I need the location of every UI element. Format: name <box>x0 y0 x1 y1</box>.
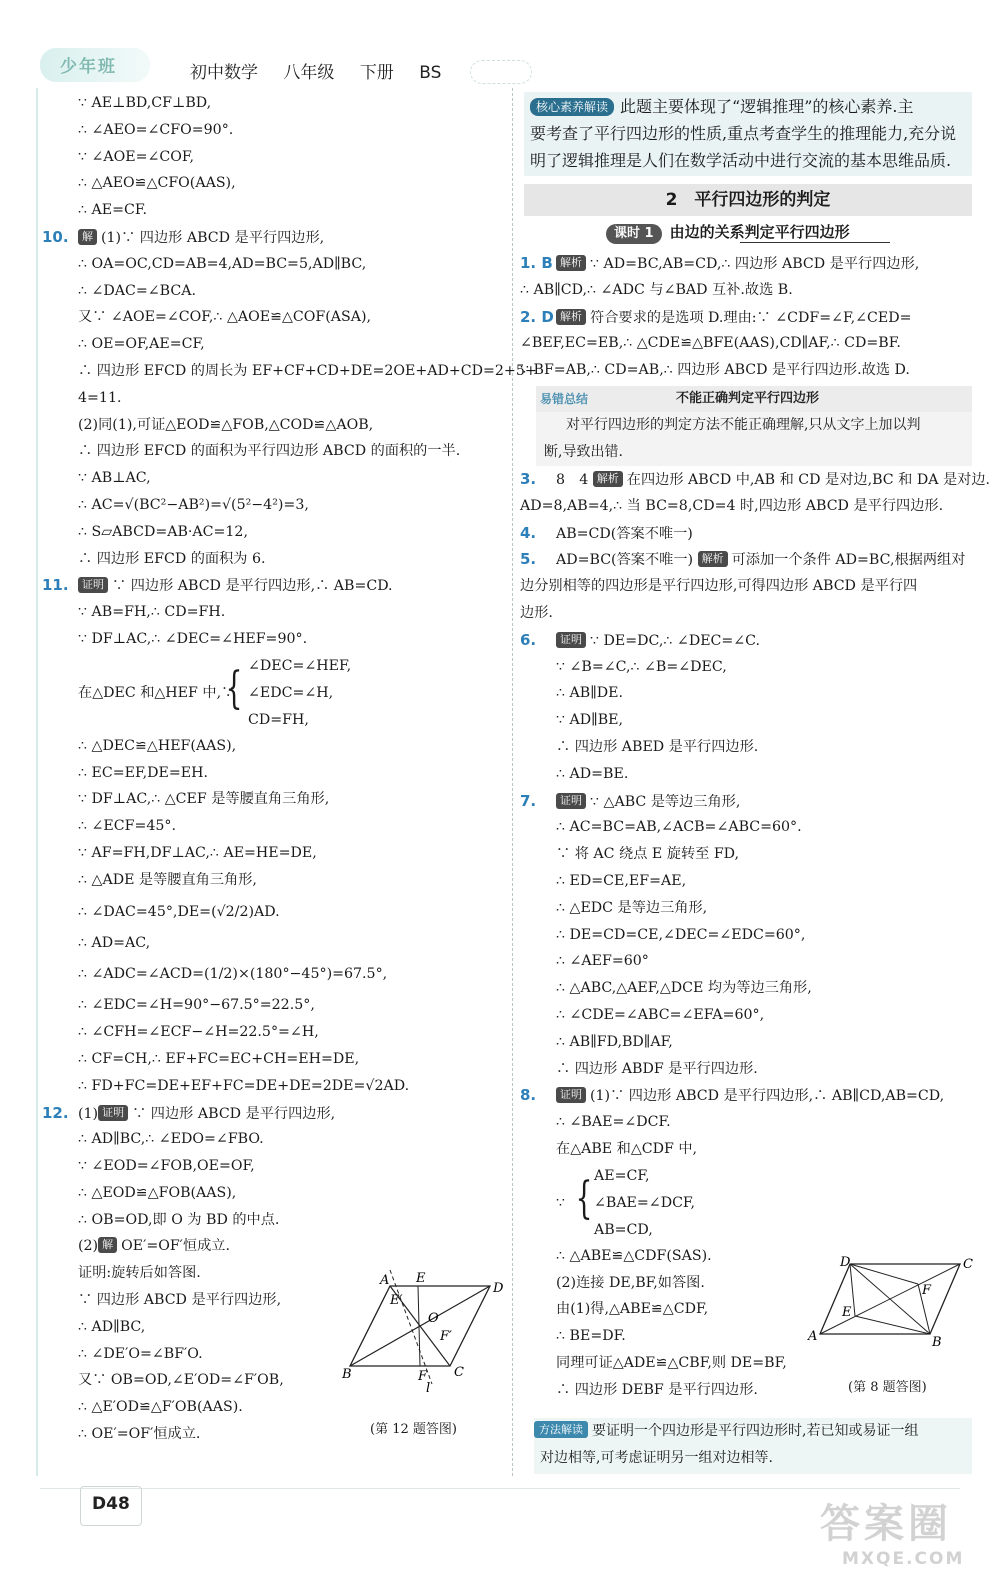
core-literacy-box <box>524 92 972 176</box>
page-number: D48 <box>92 1494 130 1514</box>
label-e: E <box>842 1305 852 1320</box>
line: ∴ △AEO≌△CFO(AAS), <box>78 175 236 192</box>
label-b: B <box>342 1367 352 1382</box>
line: 又∵ OB=OD,∠E′OD=∠F′OB, <box>78 1372 284 1389</box>
left-margin-rule <box>36 88 38 1476</box>
figure-12 <box>340 1266 510 1396</box>
line: ∴ ∠AEF=60° <box>556 953 649 970</box>
lesson-heading <box>606 220 850 244</box>
line: ∴ AE=CF. <box>78 202 148 219</box>
line: ∴ △ABC,△AEF,△DCE 均为等边三角形, <box>556 980 812 997</box>
line: ∴ AD=AC, <box>78 934 151 951</box>
question-5 <box>520 546 970 573</box>
line: ∴ OE=OF,AE=CF, <box>78 336 205 353</box>
proof-tag: 证明 <box>78 577 108 593</box>
line: ∵ 四边形 ABCD 是平行四边形, <box>132 1105 336 1122</box>
line: ∴ AD∥BC,∴ ∠EDO=∠FBO. <box>78 1131 264 1148</box>
line: (1)∵ 四边形 ABCD 是平行四边形, <box>101 229 325 246</box>
brace-system <box>42 653 502 733</box>
label-a: A <box>380 1273 390 1288</box>
common-error-text <box>536 412 972 466</box>
line: 要证明一个四边形是平行四边形时,若已知或易证一组 <box>592 1423 919 1439</box>
line: ∵ AB⊥AC, <box>78 470 151 487</box>
label-e-prime: E′ <box>390 1293 403 1308</box>
line: ∴ AC=√(BC²−AB²)=√(5²−4²)=3, <box>78 496 309 513</box>
line: (1)∵ 四边形 ABCD 是平行四边形,∴ AB∥CD,AB=CD, <box>590 1088 945 1105</box>
analysis-tag: 解析 <box>593 471 623 487</box>
line: ∵ DF⊥AC,∴ △CEF 是等腰直角三角形, <box>78 791 330 808</box>
line: ∵ 四边形 ABCD 是平行四边形, <box>78 1292 282 1309</box>
label-c: C <box>454 1365 464 1380</box>
decorative-doodle <box>470 60 532 84</box>
answer: 8 4 <box>556 472 589 488</box>
label-b: B <box>932 1335 942 1350</box>
question-7 <box>520 788 970 815</box>
proof-tag: 证明 <box>556 632 586 648</box>
line: ∴ ∠DE′O=∠BF′O. <box>78 1345 203 1362</box>
common-error-tag: 易错总结 <box>540 392 589 406</box>
line: 又∵ ∠AOE=∠COF,∴ △AOE≌△COF(ASA), <box>78 309 372 326</box>
column-divider <box>512 88 513 1476</box>
line: ∵ AD=BC,AB=CD,∴ 四边形 ABCD 是平行四边形, <box>590 256 920 272</box>
line: ∴ DE=CD=CE,∠DEC=∠EDC=60°, <box>556 926 806 943</box>
proof-tag: 证明 <box>98 1105 128 1121</box>
question-number: 6. <box>520 630 537 649</box>
label-f: F <box>418 1369 428 1384</box>
line: ∵ AE⊥BD,CF⊥BD, <box>78 95 212 111</box>
label-a: A <box>808 1329 818 1344</box>
page-header <box>0 0 1000 88</box>
line: ∴ ∠CDE=∠ABC=∠EFA=60°, <box>556 1006 765 1023</box>
line: ∠EDC=∠H, <box>248 684 334 701</box>
common-error-bar <box>536 386 972 412</box>
question-1 <box>520 250 970 277</box>
line: ∵ AD∥BE, <box>556 712 624 729</box>
line: ∵ BF=AB,∴ CD=AB,∴ 四边形 ABCD 是平行四边形.故选 D. <box>520 362 910 379</box>
question-number: 10. <box>42 227 69 246</box>
line: ∴ △EOD≌△FOB(AAS), <box>78 1184 237 1201</box>
subject: 初中数学 <box>190 63 258 83</box>
line: 4=11. <box>78 389 122 406</box>
label-o: O <box>428 1311 439 1326</box>
answer-tag: 解 <box>78 229 97 245</box>
method-box <box>534 1418 972 1474</box>
line: ∴ CF=CH,∴ EF+FC=EC+CH=EH=DE, <box>78 1050 360 1067</box>
line: AD=8,AB=4,∴ 当 BC=8,CD=4 时,四边形 ABCD 是平行四边形. <box>520 497 944 514</box>
section-title: 2 平行四边形的判定 <box>524 184 972 216</box>
line: 证明:旋转后如答图. <box>78 1265 201 1282</box>
question-10 <box>42 224 502 251</box>
line: ∴ 四边形 EFCD 的面积为平行四边形 ABCD 的面积的一半. <box>78 443 461 460</box>
line: ∴ EC=EF,DE=EH. <box>78 764 208 781</box>
common-error-title: 不能正确判定平行四边形 <box>676 391 820 406</box>
line: (2)连接 DE,BF,如答图. <box>556 1274 705 1291</box>
line: ∴ 四边形 EFCD 的面积为 6. <box>78 550 266 567</box>
line: ∴ AD=BE. <box>556 765 629 782</box>
line: 对边相等,可考虑证明另一组对边相等. <box>540 1450 773 1466</box>
line: 明了逻辑推理是人们在数学活动中进行交流的基本思维品质. <box>530 150 952 170</box>
line: 在四边形 ABCD 中,AB 和 CD 是对边,BC 和 DA 是对边. <box>626 472 991 488</box>
label-f: F <box>922 1283 932 1298</box>
line: ∴ AB∥FD,BD∥AF, <box>556 1033 673 1050</box>
line: 边分别相等的四边形是平行四边形,可得四边形 ABCD 是平行四 <box>520 578 918 595</box>
proof-tag: 证明 <box>556 793 586 809</box>
brace: { <box>225 662 243 714</box>
line: ∴ ∠DAC=∠BCA. <box>78 282 196 299</box>
question-8 <box>520 1082 970 1109</box>
line: 由(1)得,△ABE≌△CDF, <box>556 1301 709 1318</box>
line: 同理可证△ADE≌△CBF,则 DE=BF, <box>556 1354 787 1371</box>
line: ∴ OB=OD,即 O 为 BD 的中点. <box>78 1211 280 1228</box>
line <box>42 1233 502 1260</box>
line: ∴ △ADE 是等腰直角三角形, <box>78 871 257 888</box>
line: ∴ AC=BC=AB,∠ACB=∠ABC=60°. <box>556 819 802 836</box>
right-column-a <box>520 250 970 384</box>
question-number: 3. <box>520 470 537 488</box>
line: 可添加一个条件 AD=BC,根据两组对 <box>731 552 966 569</box>
line: ∵ △ABC 是等边三角形, <box>590 793 741 810</box>
line: 断,导致出错. <box>544 444 623 460</box>
line: ∴ 四边形 ABED 是平行四边形. <box>556 738 759 755</box>
line: AE=CF, <box>594 1167 650 1184</box>
core-literacy-tag: 核心素养解读 <box>530 98 614 116</box>
answer: AB=CD(答案不唯一) <box>556 525 693 542</box>
figure-8 <box>800 1254 980 1354</box>
question-6 <box>520 627 970 654</box>
diagonal-ac <box>820 1264 960 1334</box>
line: ∴ AB∥DE. <box>556 685 624 702</box>
line: 符合要求的是选项 D.理由:∵ ∠CDF=∠F,∠CED= <box>590 309 912 326</box>
line: ∴ AD∥BC, <box>78 1318 146 1335</box>
line: ∴ S▱ABCD=AB·AC=12, <box>78 523 248 540</box>
watermark <box>820 1492 964 1569</box>
line: 在△ABE 和△CDF 中, <box>556 1140 698 1157</box>
lesson-underline <box>740 242 890 243</box>
line: ∵ AB=FH,∴ CD=FH. <box>78 604 226 621</box>
edition: BS <box>419 63 442 83</box>
question-number: 11. <box>42 576 69 595</box>
analysis-tag: 解析 <box>698 551 728 567</box>
lesson-title: 由边的关系判定平行四边形 <box>669 223 850 241</box>
question-2 <box>520 304 970 331</box>
question-3 <box>520 466 991 493</box>
question-4 <box>520 520 970 547</box>
line: ∴ BE=DF. <box>556 1328 626 1345</box>
line: OE′=OF′恒成立. <box>121 1238 230 1255</box>
line: (1) <box>78 1105 99 1122</box>
line: ∴ OA=OC,CD=AB=4,AD=BC=5,AD∥BC, <box>78 255 367 272</box>
line: CD=FH, <box>248 711 309 728</box>
line: ∴ ∠ADC=∠ACD=(1/2)×(180°−45°)=67.5°, <box>78 966 388 983</box>
line: ∴ OE′=OF′恒成立. <box>78 1426 201 1443</box>
label-f-prime: F′ <box>440 1329 452 1344</box>
line: ∵ ∠B=∠C,∴ ∠B=∠DEC, <box>556 658 727 675</box>
line: ∴ 四边形 ABDF 是平行四边形. <box>556 1060 758 1077</box>
label-e: E <box>416 1271 426 1286</box>
proof-tag: 证明 <box>556 1087 586 1103</box>
question-number: 12. <box>42 1103 69 1122</box>
line: ∵ AF=FH,DF⊥AC,∴ AE=HE=DE, <box>78 844 317 861</box>
answer-tag: 解 <box>98 1237 117 1253</box>
because-symbol: ∵ <box>556 1194 566 1211</box>
question-number: 8. <box>520 1086 537 1105</box>
label-c: C <box>963 1257 973 1272</box>
line: ∴ ∠ECF=45°. <box>78 818 177 835</box>
footer-rule <box>40 1488 960 1489</box>
watermark-url: MXQE.COM <box>842 1549 965 1569</box>
line: ∵ DE=DC,∴ ∠DEC=∠C. <box>590 632 761 649</box>
line: 要考查了平行四边形的性质,重点考查学生的推理能力,充分说 <box>530 123 957 143</box>
brace: { <box>575 1172 593 1224</box>
volume: 下册 <box>359 63 394 83</box>
line: ∵ ∠EOD=∠FOB,OE=OF, <box>78 1158 255 1175</box>
line: ∴ ∠DAC=45°,DE=(√2/2)AD. <box>78 903 280 920</box>
line: ∵ 四边形 ABCD 是平行四边形,∴ AB=CD. <box>112 578 393 595</box>
line: ∵ 将 AC 绕点 E 旋转至 FD, <box>556 846 740 863</box>
analysis-tag: 解析 <box>556 309 586 325</box>
lesson-tag: 课时 1 <box>606 224 662 244</box>
line: AB=CD, <box>594 1221 653 1238</box>
grade: 八年级 <box>283 63 335 83</box>
logo: 少年班 <box>60 57 117 77</box>
question-12 <box>42 1100 502 1127</box>
label-d: D <box>840 1255 851 1270</box>
line: ∴ △EDC 是等边三角形, <box>556 899 708 916</box>
line: ∴ △ABE≌△CDF(SAS). <box>556 1247 712 1264</box>
analysis-tag: 解析 <box>556 255 586 271</box>
line: 边形. <box>520 604 553 621</box>
segment-eb <box>855 1316 930 1334</box>
line: ∴ ∠AEO=∠CFO=90°. <box>78 121 234 138</box>
line: ∴ FD+FC=DE+EF+FC=DE+DE=2DE=√2AD. <box>78 1077 410 1094</box>
question-number: 7. <box>520 791 537 810</box>
label-l: l <box>426 1381 431 1396</box>
line: (2)同(1),可证△EOD≌△FOB,△COD≌△AOB, <box>78 416 374 433</box>
method-tag: 方法解读 <box>534 1421 588 1438</box>
line: ∴ 四边形 EFCD 的周长为 EF+CF+CD+DE=2OE+AD+CD=2+5+ <box>78 362 537 379</box>
question-number: 5. <box>520 550 537 569</box>
line: ∠BEF,EC=EB,∴ △CDE≌△BFE(AAS),CD∥AF,∴ CD=BF. <box>520 335 901 352</box>
line: ∴ ∠EDC=∠H=90°−67.5°=22.5°, <box>78 997 315 1014</box>
question-number: 4. <box>520 523 537 542</box>
line: 在△DEC 和△HEF 中,∵ <box>78 684 236 701</box>
line: 此题主要体现了“逻辑推理”的核心素养.主 <box>620 97 914 116</box>
segment-df <box>850 1264 918 1284</box>
line: ∴ ∠CFH=∠ECF−∠H=22.5°=∠H, <box>78 1024 319 1041</box>
line: 对平行四边形的判定方法不能正确理解,只从文字上加以判 <box>566 417 921 433</box>
figure-12-caption: (第 12 题答图) <box>370 1422 457 1437</box>
line: ∵ ∠AOE=∠COF, <box>78 148 195 165</box>
line: (2) <box>78 1238 99 1255</box>
brace-system <box>520 1163 970 1243</box>
watermark-logo: 答案圈 <box>820 1501 952 1547</box>
line: ∴ ED=CE,EF=AE, <box>556 872 687 889</box>
line-l <box>390 1270 432 1384</box>
line: ∠DEC=∠HEF, <box>248 657 352 674</box>
label-d: D <box>493 1281 504 1296</box>
line: ∴ △DEC≌△HEF(AAS), <box>78 737 237 754</box>
line: ∴ 四边形 DEBF 是平行四边形. <box>556 1381 758 1398</box>
question-number: 2. D <box>520 307 554 326</box>
line: ∵ DF⊥AC,∴ ∠DEC=∠HEF=90°. <box>78 630 308 647</box>
answer: AD=BC(答案不唯一) <box>556 552 694 569</box>
line: ∴ AB∥CD,∴ ∠ADC 与∠BAD 互补.故选 B. <box>520 281 793 298</box>
line: ∠BAE=∠DCF, <box>594 1194 696 1211</box>
figure-8-caption: (第 8 题答图) <box>848 1380 927 1395</box>
question-11 <box>42 572 502 599</box>
book-meta <box>190 58 461 83</box>
line: ∴ ∠BAE=∠DCF. <box>556 1114 671 1131</box>
question-number: 1. B <box>520 254 553 272</box>
line: ∴ △E′OD≌△F′OB(AAS). <box>78 1399 243 1416</box>
